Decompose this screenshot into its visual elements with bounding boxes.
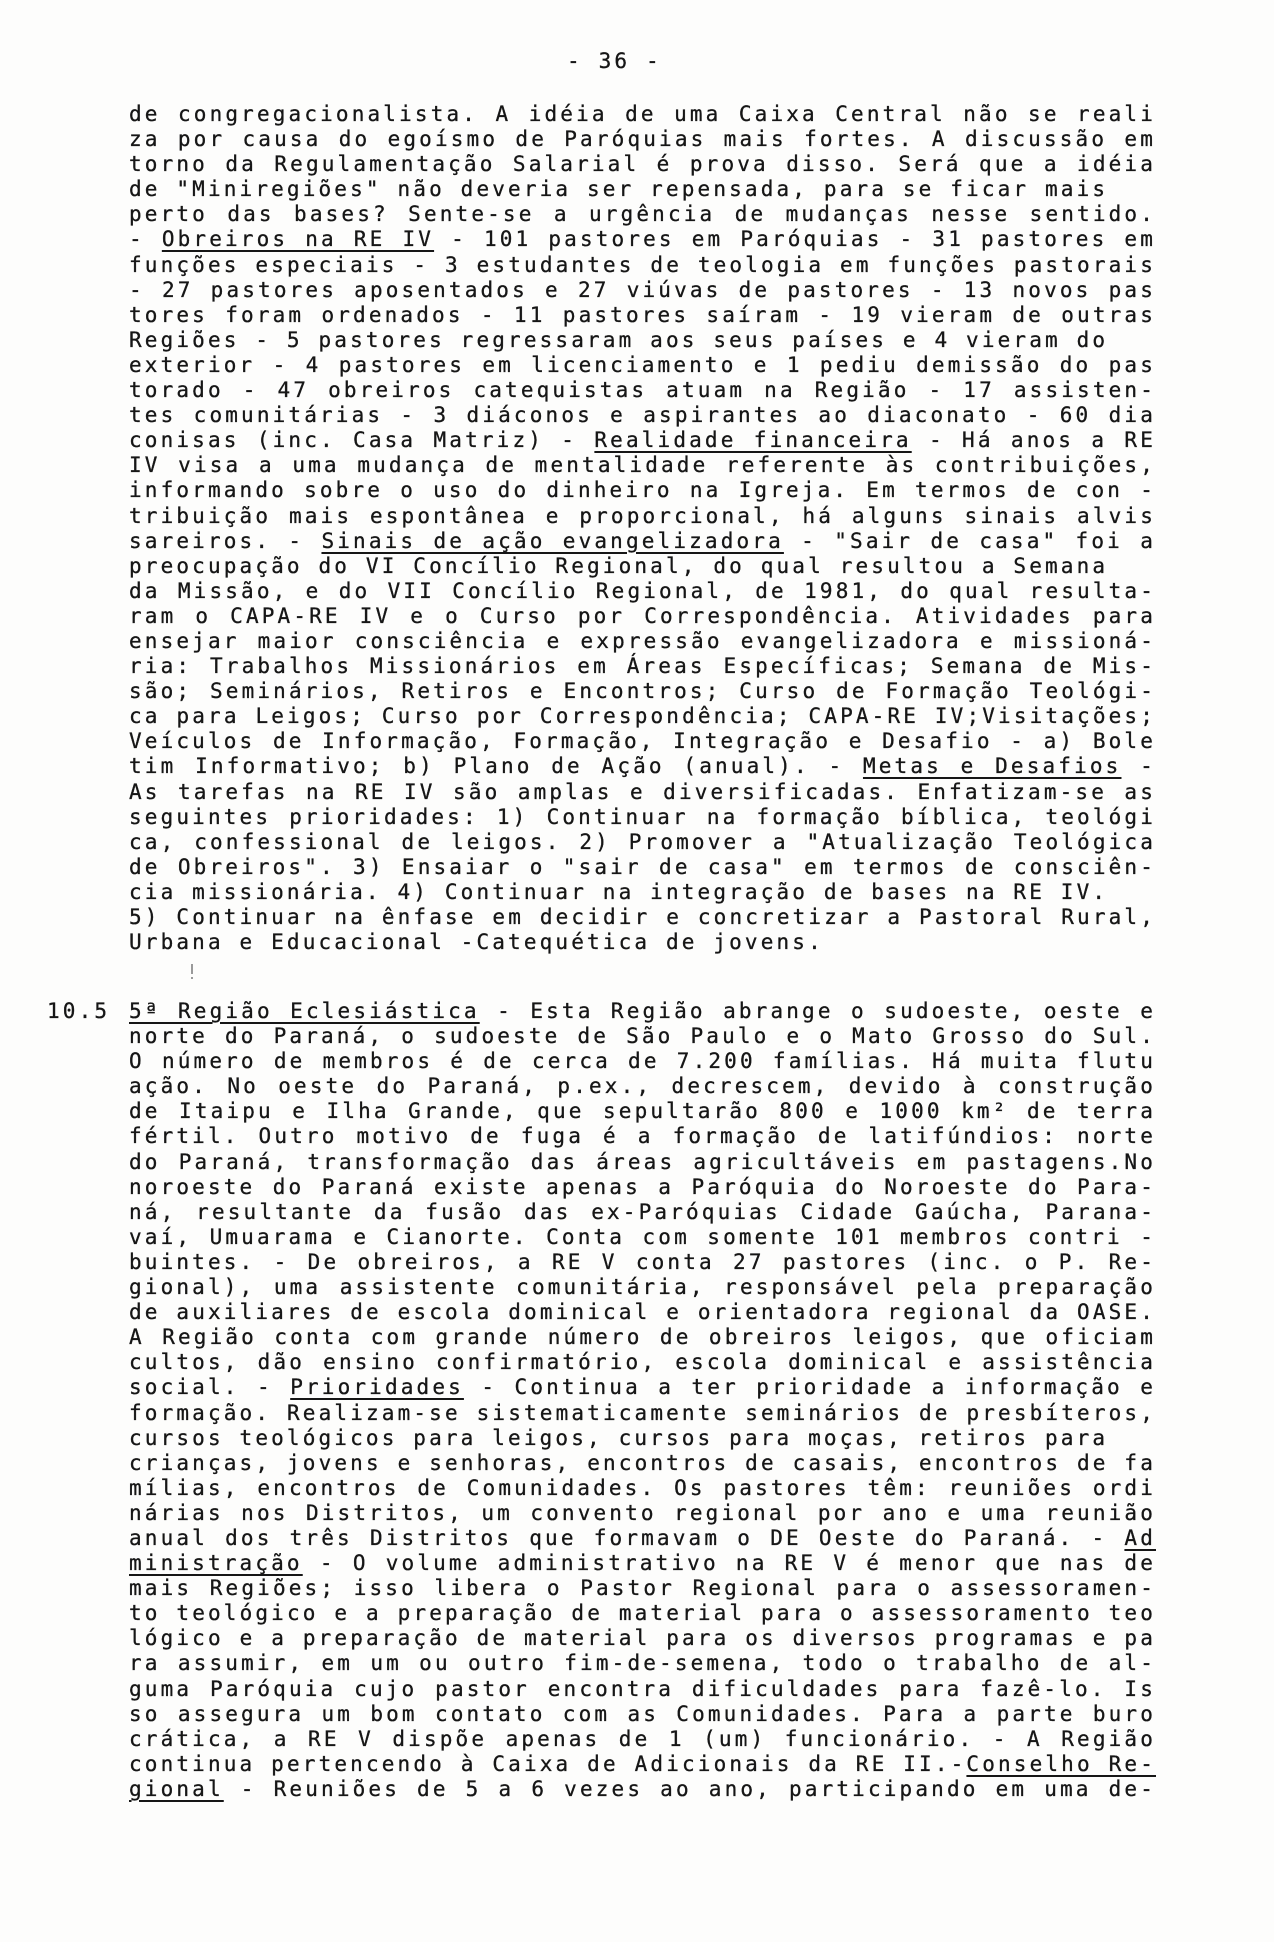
line-text: - 101 pastores em Paróquias - 31 pastores em	[434, 227, 1156, 252]
line-text: cultos, dão ensino confirmatório, escola dominical e assistência	[129, 1350, 1156, 1375]
line-content	[129, 1250, 1156, 1275]
text-line	[129, 679, 1156, 704]
line-text: de Obreiros". 3) Ensaiar o "sair de casa" em termos de consciên-	[129, 854, 1156, 879]
text-line	[129, 227, 1156, 252]
text-line	[129, 1375, 1156, 1400]
line-text: formação. Realizam-se sistematicamente seminários de presbíteros,	[129, 1400, 1156, 1425]
line-text: conisas (inc. Casa Matriz) -	[129, 428, 595, 453]
line-content	[129, 754, 1156, 779]
underlined-heading: Metas e Desafios	[862, 754, 1122, 779]
text-line	[129, 253, 1156, 278]
text-line	[129, 754, 1156, 779]
line-text: ná, resultante da fusão das ex-Paróquias Cidade Gaúcha, Parana-	[129, 1199, 1156, 1224]
line-content	[129, 805, 1156, 830]
line-text: de congregacionalista. A idéia de uma Caixa Central não se reali	[129, 102, 1156, 126]
line-text: As tarefas na RE IV são amplas e diversificadas. Enfatizam-se as	[129, 779, 1156, 804]
line-text: de "Miniregiões" não deveria ser repensada, para se ficar mais	[129, 177, 1109, 202]
line-content	[129, 679, 1156, 704]
line-content	[129, 1024, 1156, 1049]
line-content	[129, 1049, 1156, 1074]
line-content	[129, 999, 1156, 1024]
text-line	[129, 1024, 1156, 1049]
line-content	[129, 1551, 1156, 1576]
line-content	[129, 1426, 1108, 1451]
stray-mark	[191, 964, 193, 980]
underlined-heading: gional	[129, 1776, 224, 1801]
line-text: preocupação do VI Concílio Regional, do qual resultou a Semana	[129, 553, 1109, 578]
text-line	[129, 880, 1156, 905]
text-line	[129, 152, 1156, 177]
text-line	[129, 1501, 1156, 1526]
text-line	[129, 403, 1156, 428]
line-text: so assegura um bom contato com as Comunidades. Para a parte buro	[129, 1701, 1156, 1726]
line-content	[129, 353, 1156, 378]
line-text: tores foram ordenados - 11 pastores saíram - 19 vieram de outras	[129, 302, 1156, 327]
text-line	[129, 629, 1156, 654]
stray-mark-dot	[191, 977, 193, 979]
line-text: - 27 pastores aposentados e 27 viúvas de pastores - 13 novos pas	[129, 277, 1156, 302]
line-content	[129, 529, 1156, 554]
line-content	[129, 253, 1156, 278]
line-text: IV visa a uma mudança de mentalidade referente às contribuições,	[129, 453, 1156, 478]
text-line	[129, 1677, 1156, 1702]
line-content	[129, 1777, 1156, 1802]
underlined-heading: Realidade financeira	[594, 428, 912, 453]
line-text: nárias nos Distritos, um convento regional por ano e uma reunião	[129, 1500, 1156, 1525]
line-content	[129, 1225, 1156, 1250]
text-line	[129, 1325, 1156, 1350]
line-text: sareiros. -	[129, 528, 322, 553]
line-text: informando sobre o uso do dinheiro na Igreja. Em termos de con -	[129, 478, 1156, 503]
line-text: - Esta Região abrange o sudoeste, oeste e	[479, 999, 1156, 1023]
line-text: gional), uma assistente comunitária, responsável pela preparação	[129, 1275, 1156, 1300]
line-text: de auxiliares de escola dominical e orientadora regional da OASE.	[129, 1300, 1156, 1325]
line-text: lógico e a preparação de material para os diversos programas e pa	[129, 1626, 1156, 1651]
text-line	[129, 1074, 1156, 1099]
text-line	[129, 1049, 1156, 1074]
line-text: norte do Paraná, o sudoeste de São Paulo e o Mato Grosso do Sul.	[129, 1024, 1156, 1049]
text-line	[129, 1727, 1156, 1752]
line-content	[129, 830, 1156, 855]
line-content	[129, 579, 1156, 604]
line-content	[129, 855, 1156, 880]
text-line	[129, 453, 1156, 478]
text-line	[129, 554, 1156, 579]
line-content	[129, 1576, 1156, 1601]
text-line	[129, 579, 1156, 604]
text-line	[129, 1300, 1156, 1325]
line-text: mais Regiões; isso libera o Pastor Regional para o assessoramen-	[129, 1576, 1156, 1601]
text-line	[129, 177, 1156, 202]
line-content	[129, 1099, 1156, 1124]
line-text: - Continua a ter prioridade a informação e	[463, 1375, 1156, 1400]
line-content	[129, 403, 1156, 428]
text-line	[129, 378, 1156, 403]
underlined-heading: Ad	[1124, 1525, 1156, 1550]
line-text: buintes. - De obreiros, a RE V conta 27 pastores (inc. o P. Re-	[129, 1249, 1156, 1274]
line-content	[129, 905, 1156, 930]
line-content	[129, 729, 1156, 754]
line-text: seguintes prioridades: 1) Continuar na formação bíblica, teológi	[129, 804, 1156, 829]
line-text: da Missão, e do VII Concílio Regional, de 1981, do qual resulta-	[129, 578, 1156, 603]
line-content	[129, 102, 1156, 127]
text-line	[129, 604, 1156, 629]
underlined-heading: Sinais de ação evangelizadora	[321, 528, 784, 553]
line-content	[129, 704, 1156, 729]
line-text: torno da Regulamentação Salarial é prova disso. Será que a idéia	[129, 152, 1156, 177]
text-line	[129, 1752, 1156, 1777]
text-line	[129, 1476, 1156, 1501]
line-content	[129, 152, 1156, 177]
line-text: to teológico e a preparação de material para o assessoramento teo	[129, 1601, 1156, 1626]
line-text: crianças, jovens e senhoras, encontros de casais, encontros de fa	[129, 1450, 1156, 1475]
text-line	[129, 1350, 1156, 1375]
section-number: 10.5	[47, 999, 111, 1023]
line-text: são; Seminários, Retiros e Encontros; Curso de Formação Teológi-	[129, 679, 1156, 704]
line-content	[129, 604, 1156, 629]
line-content	[129, 1702, 1156, 1727]
line-content	[129, 1451, 1156, 1476]
text-line	[129, 1099, 1156, 1124]
line-text: Regiões - 5 pastores regressaram aos seus países e 4 vieram do	[129, 327, 1109, 352]
line-text: do Paraná, transformação das áreas agricultáveis em pastagens.No	[129, 1149, 1156, 1174]
page-number: - 36 -	[567, 49, 662, 73]
line-content	[129, 478, 1156, 503]
line-content	[129, 504, 1156, 529]
line-content	[129, 1526, 1156, 1551]
text-line	[129, 278, 1156, 303]
line-content	[129, 780, 1156, 805]
line-text: A Região conta com grande número de obreiros leigos, que oficiam	[129, 1325, 1156, 1350]
text-line	[129, 1150, 1156, 1175]
text-line	[129, 1601, 1156, 1626]
text-line	[129, 855, 1156, 880]
line-text: -	[129, 227, 162, 252]
line-content	[129, 930, 824, 955]
text-line	[129, 202, 1156, 227]
line-content	[129, 1175, 1156, 1200]
line-content	[129, 1300, 1156, 1325]
text-line	[129, 1250, 1156, 1275]
line-text: - O volume administrativo na RE V é menor que nas de	[302, 1551, 1156, 1576]
text-line	[129, 303, 1156, 328]
line-text: anual dos três Distritos que formavam o DE Oeste do Paraná. -	[129, 1525, 1125, 1550]
line-text: crática, a RE V dispõe apenas de 1 (um) funcionário. - A Região	[129, 1726, 1156, 1751]
underlined-heading: 5ª Região Eclesiástica	[129, 999, 480, 1023]
line-content	[129, 1350, 1156, 1375]
text-line	[129, 1651, 1156, 1676]
line-text: O número de membros é de cerca de 7.200 famílias. Há muita flutu	[129, 1049, 1156, 1074]
line-content	[129, 629, 1156, 654]
line-content	[129, 1677, 1156, 1702]
line-content	[129, 654, 1156, 679]
line-text: 5) Continuar na ênfase em decidir e concretizar a Pastoral Rural,	[129, 905, 1156, 929]
line-content	[129, 1375, 1156, 1400]
line-text: ca para Leigos; Curso por Correspondência; CAPA-RE IV;Visitações;	[129, 704, 1156, 729]
line-text: exterior - 4 pastores em licenciamento e 1 pediu demissão do pas	[129, 352, 1156, 377]
line-content	[129, 378, 1156, 403]
line-content	[129, 453, 1156, 478]
line-content	[129, 328, 1108, 353]
line-text: - Reuniões de 5 a 6 vezes ao ano, participando em uma de-	[223, 1776, 1156, 1801]
text-line	[129, 353, 1156, 378]
text-line	[129, 1225, 1156, 1250]
text-line	[129, 1175, 1156, 1200]
line-content	[129, 1651, 1156, 1676]
line-text: vaí, Umuarama e Cianorte. Conta com somente 101 membros contri -	[129, 1224, 1156, 1249]
line-text: tim Informativo; b) Plano de Ação (anual). -	[129, 754, 863, 779]
text-line	[129, 529, 1156, 554]
line-text: ra assumir, em um ou outro fim-de-semena, todo o trabalho de al-	[129, 1651, 1156, 1676]
text-line	[129, 127, 1156, 152]
line-text: tes comunitárias - 3 diáconos e aspirantes ao diaconato - 60 dia	[129, 403, 1156, 428]
underlined-heading: ministração	[129, 1551, 303, 1576]
line-content	[129, 1150, 1156, 1175]
text-line	[129, 1551, 1156, 1576]
underlined-heading: Obreiros na RE IV	[161, 227, 435, 252]
line-text: guma Paróquia cujo pastor encontra dificuldades para fazê-lo. Is	[129, 1676, 1156, 1701]
line-content	[129, 1200, 1156, 1225]
line-text: ação. No oeste do Paraná, p.ex., decrescem, devido à construção	[129, 1074, 1156, 1099]
text-line	[129, 102, 1156, 127]
underlined-heading: Conselho Re-	[966, 1751, 1156, 1776]
line-text: social. -	[129, 1375, 291, 1400]
line-content	[129, 127, 1156, 152]
continued-paragraph	[129, 102, 1156, 955]
text-line	[129, 328, 1156, 353]
text-line	[129, 1702, 1156, 1727]
stray-mark-bar	[191, 964, 193, 974]
text-line	[129, 1777, 1156, 1802]
line-text: perto das bases? Sente-se a urgência de mudanças nesse sentido.	[129, 202, 1156, 227]
line-content	[129, 1124, 1156, 1149]
line-content	[129, 1601, 1156, 1626]
line-text: - "Sair de casa" foi a	[783, 528, 1156, 553]
line-text: fértil. Outro motivo de fuga é a formação de latifúndios: norte	[129, 1124, 1156, 1149]
line-content	[129, 1074, 1156, 1099]
text-line	[129, 1401, 1156, 1426]
line-content	[129, 202, 1156, 227]
text-line	[129, 504, 1156, 529]
line-content	[129, 1275, 1156, 1300]
line-text: cursos teológicos para leigos, cursos para moças, retiros para	[129, 1425, 1109, 1450]
line-content	[129, 303, 1156, 328]
line-text: -	[1121, 754, 1156, 779]
line-text: ria: Trabalhos Missionários em Áreas Específicas; Semana de Mis-	[129, 654, 1156, 679]
line-text: - Há anos a RE	[911, 428, 1156, 453]
line-content	[129, 1476, 1156, 1501]
line-text: mílias, encontros de Comunidades. Os pastores têm: reuniões ordi	[129, 1475, 1156, 1500]
underlined-heading: Prioridades	[290, 1375, 464, 1400]
text-line	[129, 1124, 1156, 1149]
text-line	[129, 1275, 1156, 1300]
line-content	[129, 1401, 1156, 1426]
line-text: Urbana e Educacional -Catequética de jovens.	[129, 930, 824, 955]
line-content	[129, 278, 1156, 303]
line-text: torado - 47 obreiros catequistas atuam na Região - 17 assisten-	[129, 378, 1156, 403]
line-text: funções especiais - 3 estudantes de teologia em funções pastorais	[129, 252, 1156, 277]
line-content	[129, 1501, 1156, 1526]
text-line	[129, 905, 1156, 930]
text-line	[129, 1526, 1156, 1551]
text-line	[129, 1426, 1156, 1451]
line-content	[129, 1626, 1156, 1651]
line-text: noroeste do Paraná existe apenas a Paróquia do Noroeste do Para-	[129, 1174, 1156, 1199]
line-text: ensejar maior consciência e expressão evangelizadora e missioná-	[129, 628, 1156, 653]
line-content	[129, 177, 1108, 202]
text-line	[129, 930, 1156, 955]
text-line	[129, 805, 1156, 830]
line-content	[129, 880, 1108, 905]
line-content	[129, 1727, 1156, 1752]
text-line	[129, 1200, 1156, 1225]
section-body	[129, 999, 1156, 1802]
text-line	[129, 428, 1156, 453]
text-line	[129, 780, 1156, 805]
line-content	[129, 428, 1156, 453]
text-line	[129, 830, 1156, 855]
text-line	[129, 729, 1156, 754]
text-line	[129, 1626, 1156, 1651]
line-content	[129, 1325, 1156, 1350]
line-text: ram o CAPA-RE IV e o Curso por Correspondência. Atividades para	[129, 603, 1156, 628]
line-text: za por causa do egoísmo de Paróquias mais fortes. A discussão em	[129, 127, 1156, 152]
text-line	[129, 999, 1156, 1024]
line-text: tribuição mais espontânea e proporcional, há alguns sinais alvis	[129, 503, 1156, 528]
text-line	[129, 654, 1156, 679]
line-text: ca, confessional de leigos. 2) Promover a "Atualização Teológica	[129, 829, 1156, 854]
line-text: Veículos de Informação, Formação, Integração e Desafio - a) Bole	[129, 729, 1156, 754]
line-content	[129, 1752, 1156, 1777]
text-line	[129, 1451, 1156, 1476]
line-content	[129, 554, 1108, 579]
text-line	[129, 478, 1156, 503]
line-text: de Itaipu e Ilha Grande, que sepultarão 800 e 1000 km² de terra	[129, 1099, 1156, 1124]
line-text: continua pertencendo à Caixa de Adicionais da RE II.-	[129, 1751, 967, 1776]
text-line	[129, 704, 1156, 729]
text-line	[129, 1576, 1156, 1601]
line-text: cia missionária. 4) Continuar na integração de bases na RE IV.	[129, 879, 1109, 904]
line-content	[129, 227, 1156, 252]
